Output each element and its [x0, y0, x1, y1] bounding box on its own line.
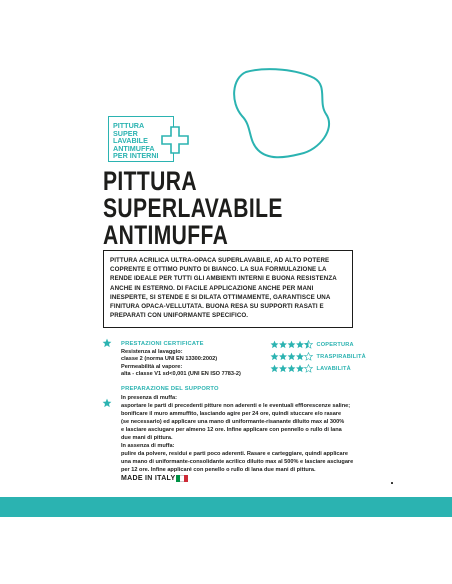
title-line: SUPERLAVABILE — [103, 193, 283, 223]
title-line: ANTIMUFFA — [103, 220, 229, 250]
preparation-line: e lasciare asciugare per almeno 12 ore. Infine applicare con pennello o rullo di lana — [121, 427, 342, 433]
rating-label: TRASPIRABILITÀ — [316, 353, 366, 360]
plus-cross-icon — [161, 126, 189, 154]
star-filled-icon — [279, 365, 287, 373]
preparation-header: PREPARAZIONE DEL SUPPORTO — [121, 386, 219, 392]
performance-line: classe 2 (norma UNI EN 13300:2002) — [121, 356, 218, 363]
badge-line: PER INTERNI — [113, 151, 159, 161]
performance-line: Permeabilità al vapore: — [121, 363, 183, 370]
preparation-line: asportare le parti di precedenti pitture non aderenti e le eventuali efflorescenze saline; — [121, 403, 351, 409]
badge-line: ANTIMUFFA — [113, 143, 155, 153]
performance-body — [121, 349, 261, 379]
product-badge — [108, 116, 188, 162]
rating-label: LAVABILITÀ — [316, 365, 351, 372]
badge-line: PITTURA — [113, 121, 145, 130]
star-filled-icon — [271, 365, 279, 373]
title-line: PITTURA — [103, 166, 197, 196]
performance-line: Resistenza al lavaggio: — [121, 349, 183, 355]
star-filled-icon — [288, 341, 296, 349]
preparation-line: due mani di pittura. — [121, 435, 173, 441]
star-filled-icon — [296, 341, 304, 349]
star-filled-icon — [271, 341, 279, 349]
preparation-body — [121, 394, 361, 474]
star-icon — [102, 398, 112, 408]
product-title — [103, 168, 283, 249]
preparation-line: una mano di uniformante-consolidante acrilico diluito max al 500% e lasciare asciugare — [121, 459, 354, 465]
star-filled-icon — [279, 341, 287, 349]
star-half-icon — [305, 341, 313, 349]
star-filled-icon — [279, 353, 287, 361]
italy-flag-icon — [176, 475, 188, 482]
outline-blob-shape — [228, 62, 340, 162]
teal-footer-band — [0, 497, 452, 517]
preparation-line: bonificare il muro ammuffito, lasciando agire per 24 ore, quindi stuccare e/o rasare — [121, 411, 342, 417]
performance-header: PRESTAZIONI CERTIFICATE — [121, 341, 204, 347]
badge-line: SUPER — [113, 128, 138, 138]
badge-text — [113, 122, 159, 160]
star-filled-icon — [288, 365, 296, 373]
rating-stars — [270, 340, 314, 349]
preparation-line: (se necessario) ed applicare una mano di uniformante-risanante diluito max al 300% — [121, 419, 345, 425]
preparation-line: per 12 ore. Infine applicaré con penello o rullo di lana due mani di pittura. — [121, 467, 316, 473]
preparation-line: In assenza di muffa: — [121, 443, 175, 449]
rating-stars — [270, 364, 314, 373]
star-empty-icon — [305, 365, 313, 373]
performance-line: alta - classe V1 sd<0,001 (UNI EN ISO 7783-2) — [121, 371, 241, 378]
preparation-line: In presenza di muffa: — [121, 395, 177, 401]
star-filled-icon — [288, 353, 296, 361]
star-filled-icon — [271, 353, 279, 361]
decorative-dot — [391, 482, 393, 484]
star-filled-icon — [296, 353, 304, 361]
rating-label: COPERTURA — [316, 341, 354, 348]
made-in-label: MADE IN ITALY — [121, 475, 176, 482]
preparation-line: pulire da polvere, residui e parti poco aderenti. Rasare e carteggiare, quindi applicare — [121, 451, 348, 457]
star-filled-icon — [296, 365, 304, 373]
flag-stripe-red — [184, 475, 188, 482]
badge-line: LAVABILE — [113, 136, 148, 146]
rating-stars — [270, 352, 314, 361]
star-icon — [102, 338, 112, 348]
star-empty-icon — [305, 353, 313, 361]
description-box: PITTURA ACRILICA ULTRA-OPACA SUPERLAVABILE, AD ALTO POTERE COPRENTE E OTTIMO PUNTO DI BIANCO. LA SUA FORMULAZIONE LA RENDE IDEALE PER TUTTI GLI AMBIENTI INTERNI E BUONA RESISTENZA ANCHE IN ESTERNO. DI FACILE APPLICAZIONE ANCHE PER MANI INESPERTE, SI STENDE E SI DILATA OTTIMAMENTE, GARANTISCE UNA FINITURA OPACA-VELLUTATA. BUONA RESA SU SUPPORTI RASATI E PREPARATI CON UNIFORMANTE SPECIFICO. — [103, 250, 353, 328]
